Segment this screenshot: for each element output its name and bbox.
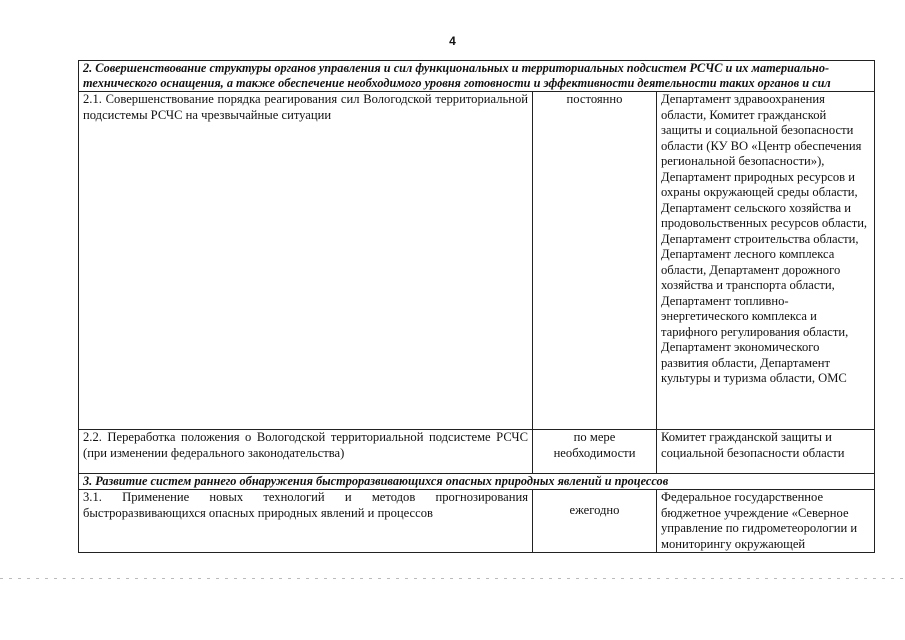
task-cell: 3.1. Применение новых технологий и методов прогнозирования быстроразвивающихся опасных природных явлений и процессов bbox=[79, 490, 533, 553]
table-row bbox=[79, 92, 875, 430]
executor-cell: Федеральное государственное бюджетное учреждение «Северное управление по гидрометеорологии и мониторингу окружающей bbox=[657, 490, 875, 553]
term-cell bbox=[533, 490, 657, 553]
table-row bbox=[79, 490, 875, 553]
term-cell: постоянно bbox=[533, 92, 657, 430]
executor-cell: Департамент здравоохранения области, Комитет гражданской защиты и социальной безопасности области (КУ ВО «Центр обеспечения региональной безопасности»), Департамент природных ресурсов и охраны окружающей среды области, Департамент сельского хозяйства и продовольственных ресурсов области, Департамент строительства области, Департамент лесного комплекса области, Департамент дорожного хозяйства и транспорта области, Департамент топливно-энергетического комплекса и тарифного регулирования области, Департамент экономического развития области, Департамент культуры и туризма области, ОМС bbox=[657, 92, 875, 430]
table-row bbox=[79, 430, 875, 474]
term-cell: по мере необходимости bbox=[533, 430, 657, 474]
page-number: 4 bbox=[449, 34, 456, 48]
executor-cell: Комитет гражданской защиты и социальной безопасности области bbox=[657, 430, 875, 474]
plan-table bbox=[78, 60, 875, 553]
task-cell: 2.1. Совершенствование порядка реагирования сил Вологодской территориальной подсистемы РСЧС на чрезвычайные ситуации bbox=[79, 92, 533, 430]
section-header-row bbox=[79, 474, 875, 490]
section-header-row bbox=[79, 61, 875, 92]
page-edge-line bbox=[0, 578, 905, 579]
task-cell: 2.2. Переработка положения о Вологодской территориальной подсистеме РСЧС (при изменении федерального законодательства) bbox=[79, 430, 533, 474]
section-title: 2. Совершенствование структуры органов управления и сил функциональных и территориальных подсистем РСЧС и их материально-технического оснащения, а также обеспечение необходимого уровня готовности и эффективности деятельности таких органов и сил bbox=[79, 61, 875, 92]
section-title: 3. Развитие систем раннего обнаружения быстроразвивающихся опасных природных явлений и процессов bbox=[79, 474, 875, 490]
term-text: ежегодно bbox=[569, 503, 620, 517]
